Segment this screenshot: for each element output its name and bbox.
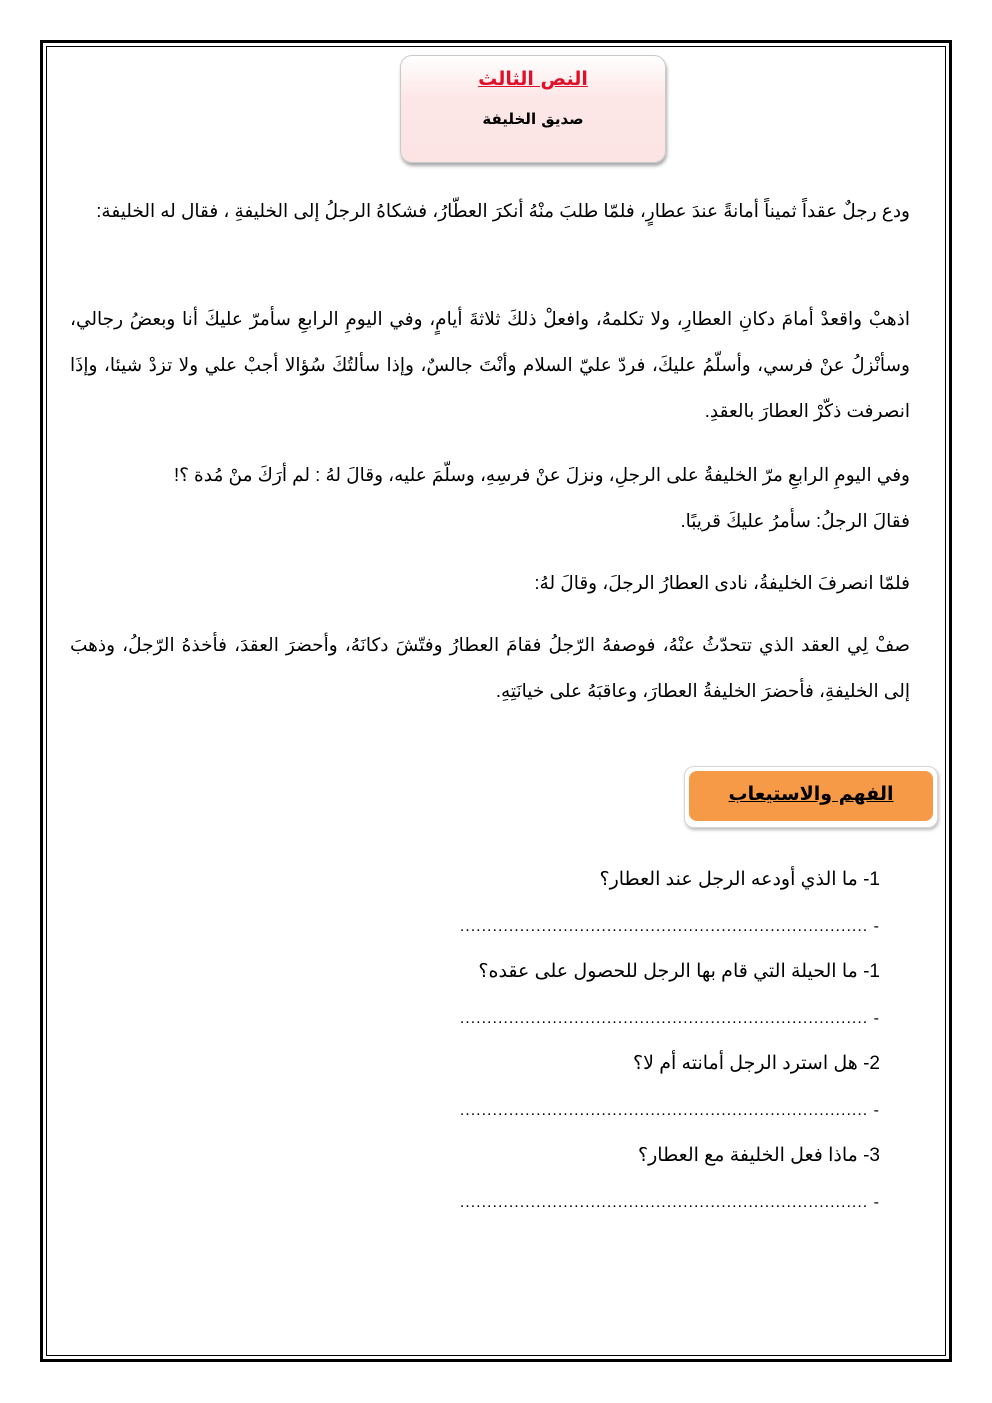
paragraph-6: صفْ لِي العقد الذي تتحدّثُ عنْهُ، فوصفهُ الرّجلُ فقامَ العطارُ وفتّشَ دكانَهُ، وأحضرَ العقدَ، فأخذهُ الرّجلُ، وذهبَ إلى الخليفةِ، فأحضرَ الخليفةُ العطارَ، وعاقبَهُ على خيانَتِهِ. (70, 634, 910, 701)
question-2: 1- ما الحيلة التي قام بها الرجل للحصول على عقده؟ (478, 961, 880, 982)
question-1: 1- ما الذي أودعه الرجل عند العطار؟ (599, 869, 880, 890)
text-number-title: النص الثالث (478, 68, 588, 90)
title-box (400, 55, 666, 163)
paragraph-3: وفي اليومِ الرابعِ مرّ الخليفةُ على الرجلِ، ونزلَ عنْ فرسِهِ، وسلّمَ عليه، وقالَ لهُ : لم أرَكَ منْ مُدة ؟! (173, 464, 910, 485)
answer-line-3[interactable]: - ........................................................................... (459, 1102, 880, 1119)
paragraph-5: فلمّا انصرفَ الخليفةُ، نادى العطارُ الرجلَ، وقالَ لهُ: (534, 572, 910, 593)
paragraph-2: اذهبْ واقعدْ أمامَ دكانِ العطارِ، ولا تكلمهُ، وافعلْ ذلكَ ثلاثةَ أيامٍ، وفي اليومِ الرابعِ سأمرّ عليكَ أنا وبعضُ رجالي، وسأنْزلُ عنْ فرسي، وأسلّمُ عليكَ، فردّ عليّ السلام وأنْتَ جالسٌ، وإذا سألتُكَ سُؤالا أجبْ علي ولا تزدْ شيئا، وإذَا انصرفت ذكّرْ العطارَ بالعقدِ. (70, 308, 910, 421)
answer-line-4[interactable]: - ........................................................................... (459, 1194, 880, 1211)
paragraph-1: ودع رجلٌ عقداً ثميناً أمانةً عندَ عطارٍ، فلمّا طلبَ منْهُ أنكرَ العطّارُ، فشكاهُ الرجلُ إلى الخليفةِ ، فقال له الخليفة: (96, 200, 910, 221)
comprehension-section-header (684, 766, 938, 828)
question-3: 2- هل استرد الرجل أمانته أم لا؟ (633, 1053, 880, 1074)
paragraph-4: فقالَ الرجلُ: سأمرُ عليكَ قريبًا. (680, 510, 910, 531)
question-4: 3- ماذا فعل الخليفة مع العطار؟ (638, 1145, 880, 1166)
section-title: الفهم والاستيعاب (728, 783, 894, 805)
answer-line-1[interactable]: - ........................................................................... (459, 918, 880, 935)
story-title: صديق الخليفة (482, 110, 584, 128)
answer-line-2[interactable]: - ........................................................................... (459, 1010, 880, 1027)
